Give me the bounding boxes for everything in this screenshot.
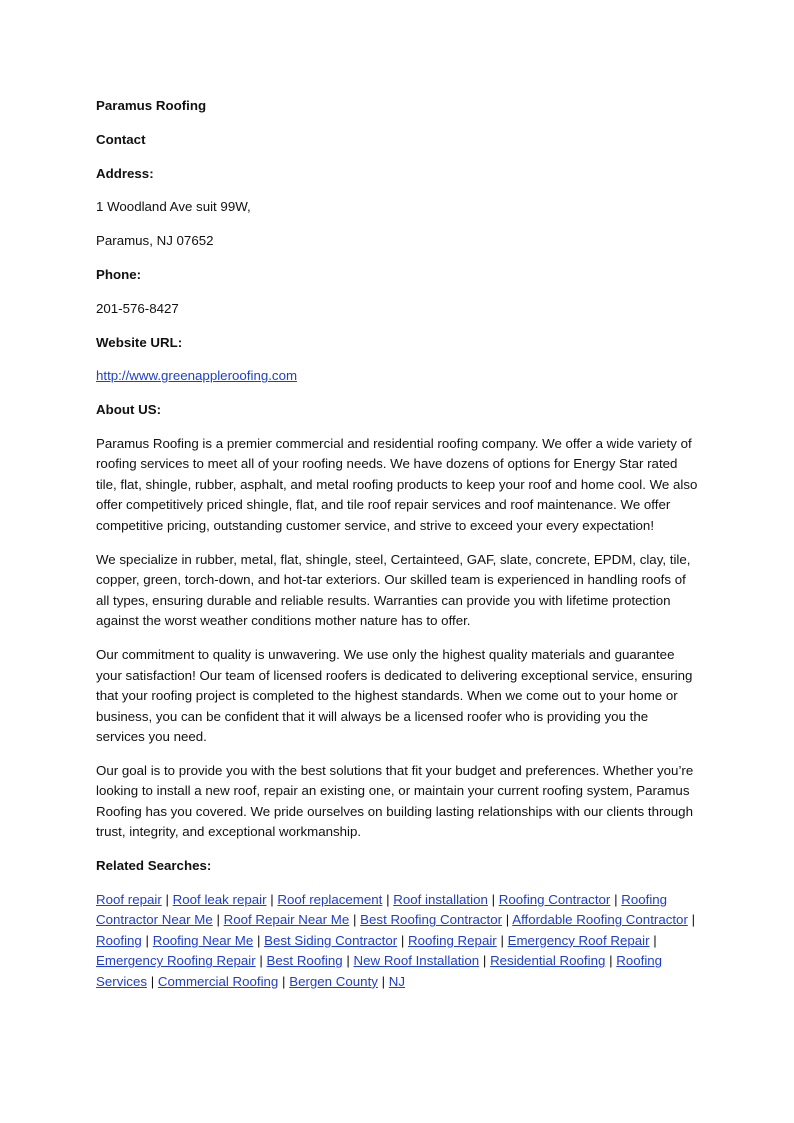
contact-heading: Contact bbox=[96, 131, 146, 147]
company-name: Paramus Roofing bbox=[96, 98, 207, 113]
link-separator: | bbox=[165, 891, 169, 907]
related-search-link[interactable]: Best Roofing Contractor bbox=[360, 912, 503, 928]
address-line-2: Paramus, NJ 07652 bbox=[96, 233, 214, 249]
link-separator: | bbox=[150, 973, 155, 989]
related-search-link[interactable]: Roofing Contractor Near Me bbox=[96, 891, 668, 928]
about-paragraph-4: Our goal is to provide you with the best solutions that fit your budget and preferences. Whether you’re looking to install a new roof, repair an existing one, or maintain your current roofing system, Paramus Roofing has you covered. We pride ourselves on building lasting relationships with our clients through trust, integrity, and exceptional workmanship. bbox=[96, 762, 694, 840]
link-separator: | bbox=[270, 891, 274, 907]
link-separator: | bbox=[614, 891, 618, 907]
website-line bbox=[96, 366, 699, 387]
related-search-link[interactable]: Bergen County bbox=[289, 973, 378, 989]
link-separator: | bbox=[505, 912, 510, 928]
phone-number: 201-576-8427 bbox=[96, 300, 179, 316]
link-separator: | bbox=[500, 932, 504, 948]
link-separator: | bbox=[216, 912, 220, 928]
link-separator: | bbox=[259, 953, 263, 969]
related-search-link[interactable]: Roof Repair Near Me bbox=[223, 912, 350, 928]
link-separator: | bbox=[381, 973, 386, 989]
related-searches-label: Related Searches: bbox=[96, 858, 212, 874]
link-separator: | bbox=[346, 953, 350, 969]
about-paragraph-1: Paramus Roofing is a premier commercial and residential roofing company. We offer a wide variety of roofing services to meet all of your roofing needs. We have dozens of options for Energy Star rated tile, flat, shingle, rubber, asphalt, and metal roofing products to keep your roof and home cool. We also offer competitively priced shingle, flat, and tile roof repair services and roof maintenance. We offer competitive pricing, outstanding customer service, and strive to exceed your every expectation! bbox=[96, 435, 698, 533]
about-label: About US: bbox=[96, 402, 161, 418]
link-separator: | bbox=[282, 973, 286, 989]
related-search-link[interactable]: Roof leak repair bbox=[172, 891, 267, 907]
link-separator: | bbox=[145, 932, 150, 948]
related-search-link[interactable]: Best Siding Contractor bbox=[264, 932, 398, 948]
link-separator: | bbox=[482, 953, 487, 969]
related-search-link[interactable]: Roofing bbox=[96, 932, 142, 948]
about-paragraph-3: Our commitment to quality is unwavering. We use only the highest quality materials and guarantee your satisfaction! Our team of licensed roofers is dedicated to delivering exceptional service, ensuring that your roofing project is completed to the highest standards. When we come out to your home or business, you can be confident that it will always be a licensed roofer who is providing you the services you need. bbox=[96, 647, 693, 745]
related-search-link[interactable]: Roofing Services bbox=[96, 953, 663, 989]
related-search-link[interactable]: Roofing Repair bbox=[408, 932, 497, 948]
link-separator: | bbox=[256, 932, 261, 948]
related-search-link[interactable]: Residential Roofing bbox=[490, 953, 606, 969]
address-line-1: 1 Woodland Ave suit 99W, bbox=[96, 199, 251, 215]
link-separator: | bbox=[691, 912, 696, 928]
link-separator: | bbox=[491, 891, 496, 907]
link-separator: | bbox=[352, 912, 357, 928]
about-paragraph-2: We specialize in rubber, metal, flat, shingle, steel, Certainteed, GAF, slate, concrete, EPDM, clay, tile, copper, green, torch-down, and hot-tar exteriors. Our skilled team is experienced in handling roofs of all types, ensuring durable and reliable results. Warranties can provide you with lifetime protection against the worst weather conditions mother nature has to offer. bbox=[96, 551, 691, 629]
link-separator: | bbox=[400, 932, 405, 948]
document-page bbox=[96, 96, 699, 1006]
related-search-link[interactable]: Roof installation bbox=[393, 891, 488, 907]
phone-label: Phone: bbox=[96, 266, 142, 282]
link-separator: | bbox=[653, 932, 657, 948]
related-search-link[interactable]: New Roof Installation bbox=[353, 953, 480, 969]
related-searches-links bbox=[96, 890, 699, 993]
website-link[interactable]: http://www.greenappleroofing.com bbox=[96, 368, 298, 384]
related-search-link[interactable]: Roof repair bbox=[96, 891, 162, 907]
related-search-link[interactable]: Emergency Roofing Repair bbox=[96, 953, 256, 969]
link-separator: | bbox=[386, 891, 390, 907]
website-label: Website URL: bbox=[96, 334, 183, 350]
related-search-link[interactable]: NJ bbox=[388, 973, 406, 989]
related-search-link[interactable]: Roofing Near Me bbox=[152, 932, 254, 948]
related-search-link[interactable]: Best Roofing bbox=[266, 953, 343, 969]
related-search-link[interactable]: Affordable Roofing Contractor bbox=[512, 912, 688, 928]
related-search-link[interactable]: Roof replacement bbox=[277, 891, 383, 907]
related-search-link[interactable]: Roofing Contractor bbox=[498, 891, 611, 907]
link-separator: | bbox=[609, 953, 613, 969]
address-label: Address: bbox=[96, 165, 154, 181]
related-search-link[interactable]: Commercial Roofing bbox=[157, 973, 279, 989]
related-search-link[interactable]: Emergency Roof Repair bbox=[507, 932, 650, 948]
